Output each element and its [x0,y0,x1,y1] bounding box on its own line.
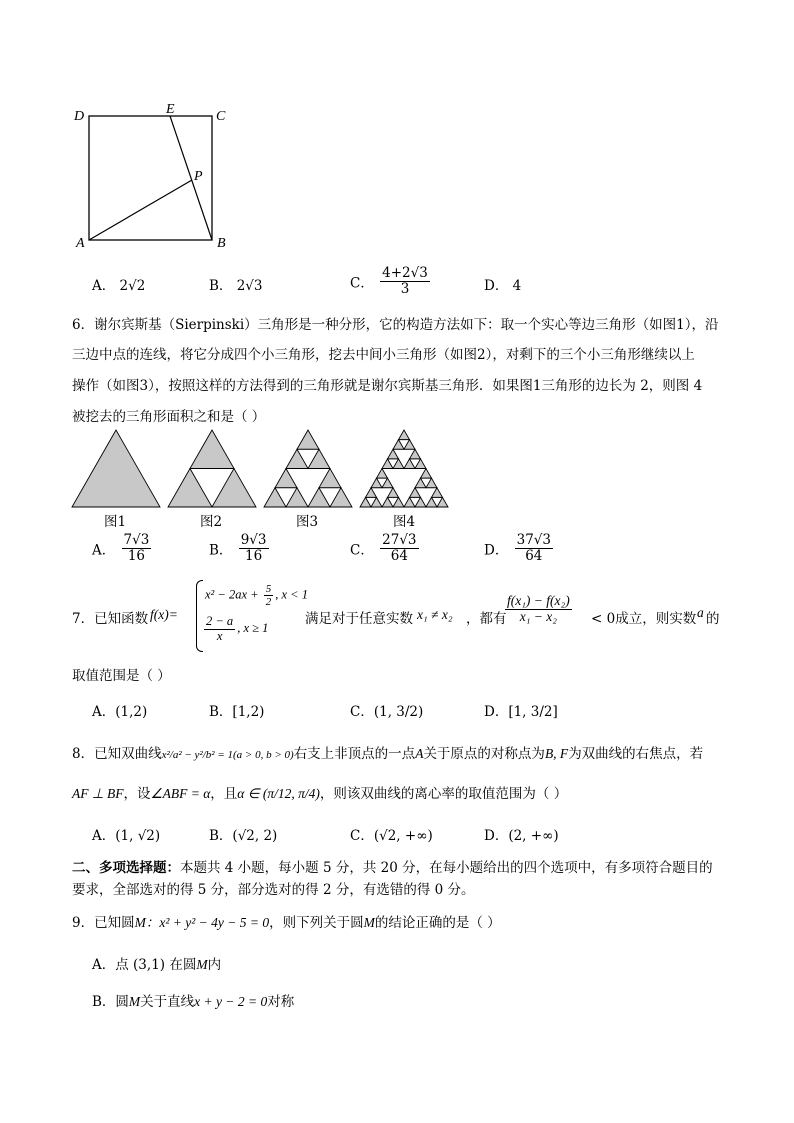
q6-options [92,533,652,573]
fraction-denominator: 64 [525,547,543,564]
fraction-numerator: 7√3 [123,532,150,548]
q7-ineq-tail: < 0成立，则实数 [591,611,697,627]
q7-case2 [202,615,268,644]
label-A: A [76,236,85,251]
option-value: 4 [512,278,522,294]
q7-ineq [503,594,574,625]
option-letter: A． [92,278,116,294]
q8-text: ，且 [210,786,238,802]
q7-option-a [92,700,147,720]
q8-option-d [484,824,559,844]
fraction-denominator: x [216,628,223,643]
q7-fx: f(x)= [150,607,178,622]
label-C: C [216,109,226,124]
option-letter: A． [92,542,116,559]
section2-line2: 要求，全部选对的得 5 分，部分选对的得 2 分，有选错的得 0 分。 [72,882,475,898]
option-letter: C． [350,704,374,720]
q8-option-c [350,824,433,844]
q7-option-b [209,700,264,720]
option-value: (√2, +∞) [373,828,433,844]
section2-line1 [72,856,713,876]
q6-option-b [209,533,271,564]
option-text: A．点 (3,1) 在圆 [92,957,197,973]
q8-points-bf: B, F [544,746,569,761]
option-value: (1, 3/2) [373,704,424,720]
fraction-numerator: 2 − a [206,614,234,628]
fraction-numerator: f(x₁) − f(x₂) [507,593,570,608]
q7-tail: 的 [706,611,720,627]
fraction-denominator: 16 [127,547,146,564]
option-value: [1, 3/2] [508,704,558,720]
option-letter: B． [209,828,233,844]
option-letter: B． [209,278,233,294]
q8-mid2: 关于原点的对称点为 [423,746,545,762]
q7-var: a [697,605,704,620]
label-E: E [166,102,175,117]
q8-options [92,824,652,848]
q8-angle: ∠ABF = α [150,786,211,801]
option-letter: C． [350,542,374,559]
q7-option-d [484,700,558,720]
q8-mid: 右支上非顶点的一点 [293,746,416,762]
option-letter: A． [92,828,116,844]
q7-options [92,700,652,730]
option-value: (√2, 2) [232,828,278,844]
q9-circle-name: M [363,915,375,930]
option-text: 内 [207,957,222,973]
q6-line1: 6．谢尔宾斯基（Sierpinski）三角形是一种分形，它的构造方法如下：取一个实心等边三角形（如图1），沿 [72,317,719,333]
label-P: P [194,169,203,184]
q8-line2 [72,782,567,802]
sierpinski-fig-2 [168,430,256,507]
q7-cond: x₁ ≠ x₂ [417,607,453,622]
q8-text: ，设 [123,786,151,802]
fraction-numerator: 9√3 [240,532,267,548]
label-B: B [217,236,226,251]
option-letter: D． [484,542,509,559]
case1-expr: x² − 2ax + [205,587,262,602]
q6-line3: 操作（如图3），按照这样的方法得到的三角形就是谢尔宾斯基三角形．如果图1三角形的边长为 2，则图 4 [72,378,703,394]
option-value: 2√2 [119,278,146,294]
case1-condition: , x < 1 [275,587,308,602]
q5-option-c [350,266,432,297]
q9-prefix: 9．已知圆 [72,915,135,931]
option-value: (1,2) [115,704,148,720]
fraction-denominator: 2 [265,596,272,609]
q8-line1 [72,742,703,762]
q7-case1 [205,583,308,608]
option-value: (1, √2) [115,828,161,844]
fig-label-1: 图1 [104,514,127,530]
q9-text: 的结论正确的是（ ） [374,915,501,931]
option-value: [1,2) [232,704,265,720]
q9-text: ，则下列关于圆 [269,915,364,931]
q7-prefix: 7．已知函数 [72,611,149,627]
section2-instructions: 本题共 4 小题，每小题 5 分，共 20 分，在每小题给出的四个选项中，有多项符合题目的 [180,860,713,876]
q6-option-c [350,533,421,564]
q6-option-d [484,533,555,564]
option-letter: A． [92,704,116,720]
fig-label-4: 图4 [393,514,416,530]
option-value: (2, +∞) [508,828,559,844]
option-letter: B． [209,704,233,720]
option-letter: C． [350,828,374,844]
q9-option-a [92,953,221,973]
sierpinski-fig-3 [264,430,352,507]
case2-condition: , x ≥ 1 [237,621,269,636]
fraction-numerator: 27√3 [382,532,417,548]
fig-label-2: 图2 [200,514,223,530]
section2-heading: 二、多项选择题： [72,860,180,876]
fraction-numerator: 37√3 [516,532,551,548]
option-value: 2√3 [236,278,263,294]
q5-options [92,265,652,306]
q8-option-a [92,824,160,844]
fraction-numerator: 5 [265,583,272,595]
option-text: B．圆 [92,994,129,1010]
fraction-denominator: 3 [400,280,410,297]
q7-mid: 满足对于任意实数 [305,611,413,627]
q7-line2: 取值范围是（ ） [72,668,171,684]
q8-prefix: 8．已知双曲线 [72,746,162,762]
q9-circle-name: M [134,915,146,930]
square-figure [70,100,250,255]
q6-line2: 三边中点的连线，将它分成四个小三角形，挖去中间小三角形（如图2），对剩下的三个小三角形继续以上 [72,347,695,363]
q5-option-a [92,274,145,294]
option-letter: B． [209,542,233,559]
q6-option-a [92,533,153,564]
option-letter: D． [484,704,509,720]
q9-circle-name: M [128,994,141,1009]
fraction-denominator: 16 [245,547,263,564]
q8-tail: 为双曲线的右焦点，若 [568,746,704,762]
filled-triangle [72,430,160,507]
fraction-numerator: 4+2√3 [382,265,428,281]
sierpinski-fig-4 [360,430,448,507]
option-text: 对称 [267,994,295,1010]
fraction-denominator: x₁ − x₂ [519,608,557,624]
q9-stem [72,911,501,931]
q8-equation: x²/a² − y²/b² = 1(a > 0, b > 0) [161,749,294,761]
option-letter: D． [484,278,509,294]
q9-option-b [92,990,294,1010]
q9-circle-name: M [196,957,208,972]
q5-option-d [484,274,521,294]
option-letter: C． [350,275,374,292]
fraction-denominator: 64 [390,547,408,564]
sierpinski-fig-1 [72,430,160,507]
q8-point-a: A [415,746,424,761]
fig-label-3: 图3 [296,514,319,530]
label-D: D [74,109,85,124]
option-text: 关于直线 [140,994,195,1010]
q9-equation: ：x² + y² − 4y − 5 = 0 [145,915,270,930]
q7-mid2: ，都有 [466,611,507,627]
q8-perp: AF ⊥ BF [72,786,124,801]
q7-option-c [350,700,423,720]
q8-text: ，则该双曲线的离心率的取值范围为（ ） [319,786,568,802]
option-letter: D． [484,828,509,844]
q5-option-b [209,274,263,294]
q8-range: α ∈ (π/12, π/4) [237,786,320,801]
q8-option-b [209,824,277,844]
q6-line4: 被挖去的三角形面积之和是（ ） [72,409,266,425]
q9-line-equation: x + y − 2 = 0 [194,994,268,1009]
